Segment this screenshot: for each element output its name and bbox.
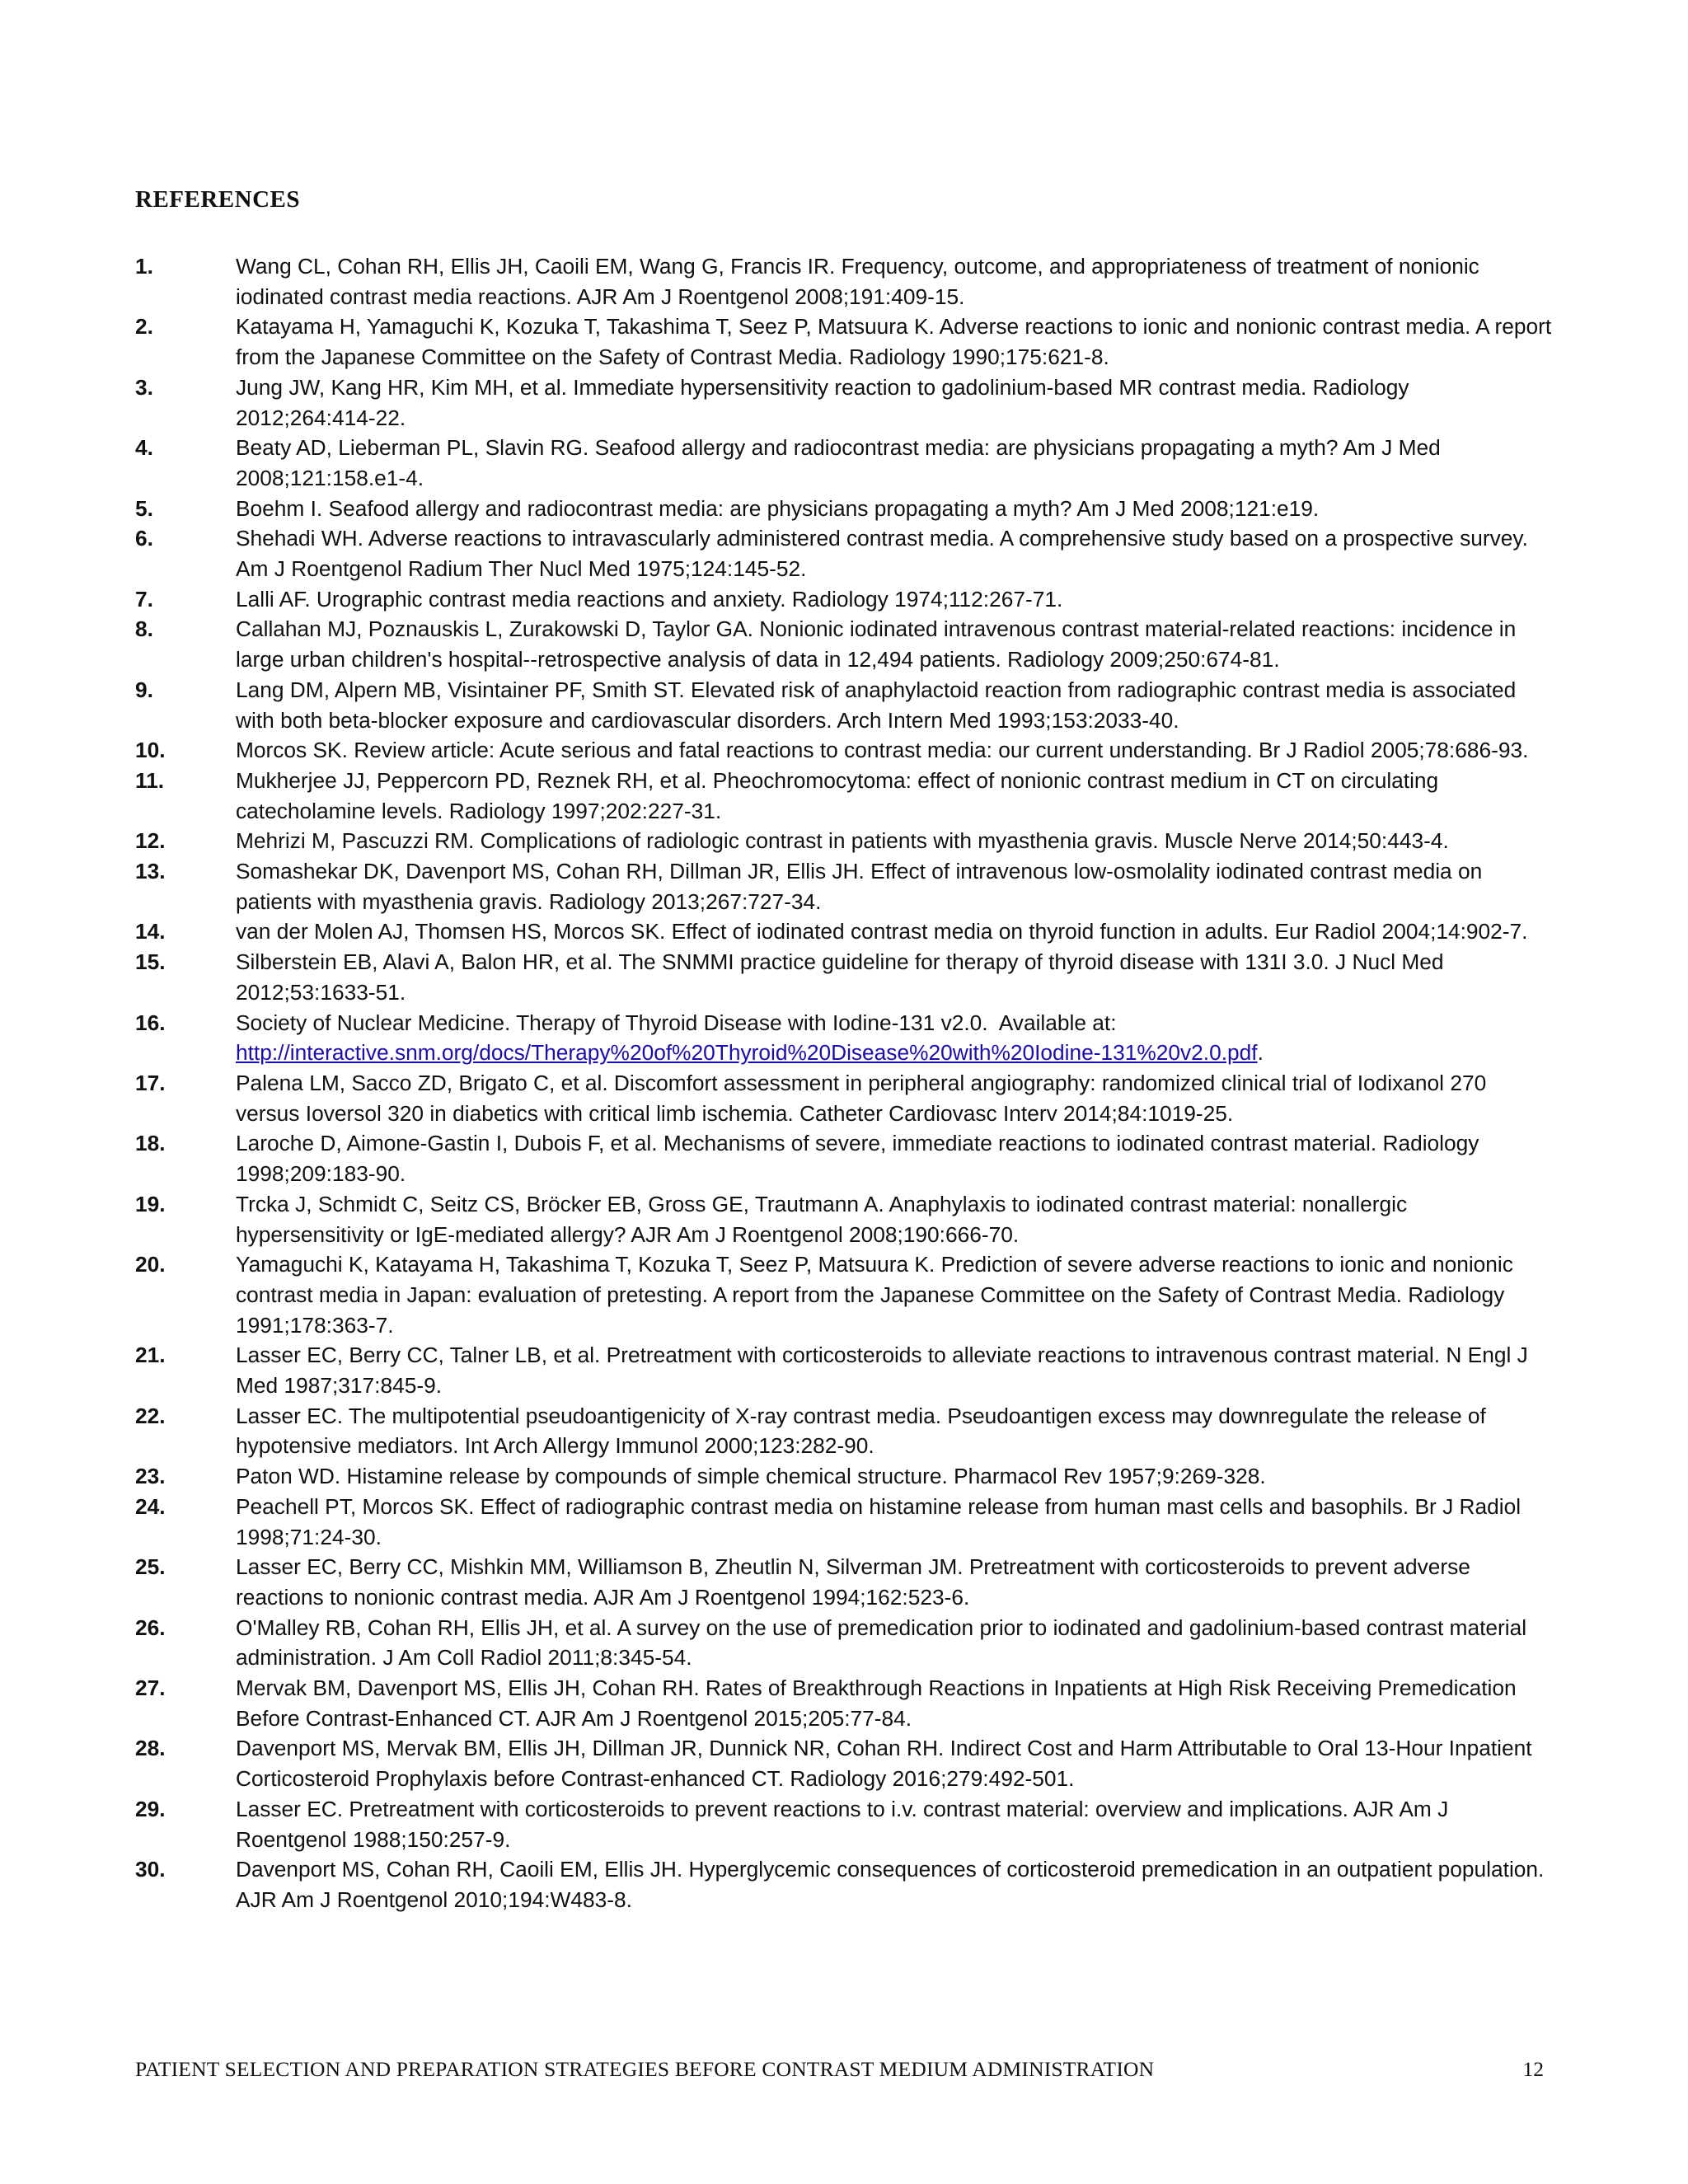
reference-item <box>135 1189 1553 1249</box>
reference-citation: Lasser EC. The multipotential pseudoantigenicity of X-ray contrast media. Pseudoantigen excess may downregulate the release of hypotensive mediators. Int Arch Allergy Immunol 2000;123:282-90. <box>236 1403 1493 1459</box>
reference-list <box>135 251 1558 1915</box>
reference-number: 14. <box>135 919 166 944</box>
page-number: 12 <box>1522 2057 1544 2081</box>
reference-item <box>135 1673 1553 1733</box>
reference-number: 30. <box>135 1857 166 1882</box>
reference-citation: Silberstein EB, Alavi A, Balon HR, et al. The SNMMI practice guideline for therapy of thyroid disease with 131I 3.0. J Nucl Med 2012;53:1633-51. <box>236 949 1450 1005</box>
reference-text <box>236 947 1553 1007</box>
reference-text <box>236 251 1553 312</box>
reference-item <box>135 584 1553 615</box>
reference-text <box>236 826 1553 856</box>
reference-text <box>236 1128 1553 1188</box>
references-heading: REFERENCES <box>135 186 300 213</box>
reference-citation: Lasser EC. Pretreatment with corticosteroids to prevent reactions to i.v. contrast material: overview and implications. AJR Am J Roentgenol 1988;150:257-9. <box>236 1796 1455 1852</box>
reference-citation: Lang DM, Alpern MB, Visintainer PF, Smith ST. Elevated risk of anaphylactoid reaction from radiographic contrast media is associated with both beta-blocker exposure and cardiovascular disorders. Arch Intern Med 1993;153:2033-40. <box>236 677 1522 733</box>
reference-link[interactable]: http://interactive.snm.org/docs/Therapy%20of%20Thyroid%20Disease%20with%20Iodine-131%20v2.0.pdf <box>236 1040 1258 1066</box>
reference-number: 13. <box>135 859 166 884</box>
reference-number: 9. <box>135 677 153 702</box>
reference-citation: Mukherjee JJ, Peppercorn PD, Reznek RH, et al. Pheochromocytoma: effect of nonionic contrast medium in CT on circulating catecholamine levels. Radiology 1997;202:227-31. <box>236 767 1445 823</box>
reference-citation: Lasser EC, Berry CC, Mishkin MM, Williamson B, Zheutlin N, Silverman JM. Pretreatment with corticosteroids to prevent adverse reactions to nonionic contrast media. AJR Am J Roentgenol 1994;162:523-6. <box>236 1554 1477 1610</box>
reference-item <box>135 735 1553 766</box>
reference-text <box>236 856 1553 916</box>
reference-text <box>236 373 1553 433</box>
reference-number: 4. <box>135 435 153 461</box>
reference-number: 15. <box>135 949 166 975</box>
reference-text <box>236 1552 1553 1612</box>
reference-number: 29. <box>135 1796 166 1821</box>
reference-text <box>236 735 1553 766</box>
reference-text <box>236 1854 1553 1915</box>
reference-number: 16. <box>135 1010 166 1035</box>
reference-text <box>236 1401 1553 1461</box>
reference-item <box>135 1613 1553 1673</box>
reference-citation: Mervak BM, Davenport MS, Ellis JH, Cohan RH. Rates of Breakthrough Reactions in Inpatients at High Risk Receiving Premedication Before Contrast-Enhanced CT. AJR Am J Roentgenol 2015;205:77-84. <box>236 1675 1522 1731</box>
reference-item <box>135 856 1553 916</box>
reference-number: 8. <box>135 616 153 642</box>
reference-item <box>135 1128 1553 1188</box>
reference-item <box>135 947 1553 1007</box>
reference-text <box>236 1613 1553 1673</box>
reference-item <box>135 1008 1553 1068</box>
reference-citation: Lasser EC, Berry CC, Talner LB, et al. Pretreatment with corticosteroids to alleviate reactions to intravenous contrast material. N Engl J Med 1987;317:845-9. <box>236 1343 1535 1399</box>
reference-number: 2. <box>135 314 153 340</box>
reference-text <box>236 916 1553 947</box>
reference-text <box>236 1249 1553 1340</box>
reference-citation: Jung JW, Kang HR, Kim MH, et al. Immediate hypersensitivity reaction to gadolinium-based MR contrast media. Radiology 2012;264:414-22. <box>236 374 1415 430</box>
reference-item <box>135 1794 1553 1854</box>
reference-number: 10. <box>135 738 166 763</box>
reference-item <box>135 1068 1553 1128</box>
reference-item <box>135 1249 1553 1340</box>
reference-citation: Lalli AF. Urographic contrast media reactions and anxiety. Radiology 1974;112:267-71. <box>236 586 1063 612</box>
reference-number: 7. <box>135 586 153 612</box>
reference-text <box>236 1733 1553 1793</box>
reference-item <box>135 1492 1553 1552</box>
reference-item <box>135 826 1553 856</box>
reference-citation: Wang CL, Cohan RH, Ellis JH, Caoili EM, Wang G, Francis IR. Frequency, outcome, and appropriateness of treatment of nonionic iodinated contrast media reactions. AJR Am J Roentgenol 2008;191:409-15. <box>236 254 1486 309</box>
reference-number: 17. <box>135 1070 166 1095</box>
reference-number: 20. <box>135 1252 166 1277</box>
reference-number: 23. <box>135 1464 166 1489</box>
footer-title: PATIENT SELECTION AND PREPARATION STRATEGIES BEFORE CONTRAST MEDIUM ADMINISTRATION <box>135 2057 1155 2081</box>
reference-citation: O'Malley RB, Cohan RH, Ellis JH, et al. A survey on the use of premedication prior to iodinated and gadolinium-based contrast material administration. J Am Coll Radiol 2011;8:345-54. <box>236 1615 1533 1671</box>
reference-citation: Davenport MS, Cohan RH, Caoili EM, Ellis JH. Hyperglycemic consequences of corticosteroid premedication in an outpatient population. AJR Am J Roentgenol 2010;194:W483-8. <box>236 1857 1550 1912</box>
reference-text <box>236 494 1553 524</box>
reference-number: 18. <box>135 1131 166 1156</box>
reference-citation: Mehrizi M, Pascuzzi RM. Complications of radiologic contrast in patients with myasthenia gravis. Muscle Nerve 2014;50:443-4. <box>236 828 1449 854</box>
reference-text <box>236 312 1558 372</box>
reference-text <box>236 1794 1553 1854</box>
reference-citation: Beaty AD, Lieberman PL, Slavin RG. Seafood allergy and radiocontrast media: are physicians propagating a myth? Am J Med 2008;121:158.e1-4. <box>236 435 1447 490</box>
reference-citation: Callahan MJ, Poznauskis L, Zurakowski D, Taylor GA. Nonionic iodinated intravenous contrast material-related reactions: incidence in large urban children's hospital--retrospective analysis of data in 12,494 patients. Radiology 2009;250:674-81. <box>236 616 1522 673</box>
reference-number: 12. <box>135 828 166 854</box>
reference-number: 6. <box>135 526 153 551</box>
reference-text <box>236 1461 1553 1492</box>
reference-item <box>135 766 1553 826</box>
reference-number: 28. <box>135 1736 166 1761</box>
reference-item <box>135 1733 1553 1793</box>
reference-item <box>135 675 1553 735</box>
reference-item <box>135 916 1553 947</box>
reference-item <box>135 251 1553 312</box>
reference-number: 19. <box>135 1191 166 1216</box>
reference-text <box>236 1673 1553 1733</box>
reference-item <box>135 373 1553 433</box>
reference-item <box>135 1461 1553 1492</box>
reference-citation: Boehm I. Seafood allergy and radiocontrast media: are physicians propagating a myth? Am J Med 2008;121:e19. <box>236 495 1320 521</box>
reference-trailing-punctuation: . <box>1257 1040 1264 1066</box>
reference-number: 25. <box>135 1554 166 1580</box>
reference-text <box>236 1068 1553 1128</box>
reference-number: 26. <box>135 1615 166 1640</box>
reference-number: 22. <box>135 1403 166 1428</box>
reference-text <box>236 1340 1553 1400</box>
reference-item <box>135 1340 1553 1400</box>
reference-text <box>236 614 1553 674</box>
reference-item <box>135 1552 1553 1612</box>
reference-citation: Society of Nuclear Medicine. Therapy of Thyroid Disease with Iodine-131 v2.0. Available at: <box>236 1010 1123 1035</box>
reference-item <box>135 494 1553 524</box>
reference-text <box>236 1492 1553 1552</box>
reference-text <box>236 766 1553 826</box>
reference-item <box>135 523 1553 583</box>
reference-citation: Davenport MS, Mervak BM, Ellis JH, Dillman JR, Dunnick NR, Cohan RH. Indirect Cost and Harm Attributable to Oral 13-Hour Inpatient Corticosteroid Prophylaxis before Contrast-enhanced CT. Radiology 2016;279:492-501. <box>236 1736 1538 1792</box>
reference-citation: Trcka J, Schmidt C, Seitz CS, Bröcker EB, Gross GE, Trautmann A. Anaphylaxis to iodinated contrast material: nonallergic hypersensitivity or IgE-mediated allergy? AJR Am J Roentgenol 2008;190:666-70. <box>236 1191 1414 1247</box>
reference-citation: Paton WD. Histamine release by compounds of simple chemical structure. Pharmacol Rev 1957;9:269-328. <box>236 1464 1266 1489</box>
reference-item <box>135 1401 1553 1461</box>
reference-citation: van der Molen AJ, Thomsen HS, Morcos SK. Effect of iodinated contrast media on thyroid function in adults. Eur Radiol 2004;14:902-7. <box>236 919 1528 944</box>
reference-text <box>236 433 1553 493</box>
reference-number: 1. <box>135 254 153 279</box>
reference-text <box>236 1008 1553 1068</box>
reference-text <box>236 523 1553 583</box>
reference-text <box>236 584 1553 615</box>
reference-number: 21. <box>135 1343 166 1368</box>
reference-number: 27. <box>135 1675 166 1701</box>
reference-citation: Shehadi WH. Adverse reactions to intravascularly administered contrast media. A comprehensive study based on a prospective survey. Am J Roentgenol Radium Ther Nucl Med 1975;124:145-52. <box>236 526 1533 582</box>
reference-item <box>135 1854 1553 1915</box>
reference-number: 11. <box>135 767 165 793</box>
reference-item <box>135 614 1553 674</box>
reference-number: 5. <box>135 495 153 521</box>
reference-citation: Palena LM, Sacco ZD, Brigato C, et al. Discomfort assessment in peripheral angiography: randomized clinical trial of Iodixanol 270 versus Ioversol 320 in diabetics with critical limb ischemia. Catheter Cardiovasc Interv 2014;84:1019-25. <box>236 1070 1493 1126</box>
reference-citation: Morcos SK. Review article: Acute serious and fatal reactions to contrast media: our current understanding. Br J Radiol 2005;78:686-93. <box>236 738 1529 763</box>
reference-number: 3. <box>135 374 153 400</box>
reference-citation: Katayama H, Yamaguchi K, Kozuka T, Takashima T, Seez P, Matsuura K. Adverse reactions to ionic and nonionic contrast media. A report from the Japanese Committee on the Safety of Contrast Media. Radiology 1990;175:621-8. <box>236 314 1558 370</box>
reference-citation: Yamaguchi K, Katayama H, Takashima T, Kozuka T, Seez P, Matsuura K. Prediction of severe adverse reactions to ionic and nonionic contrast media in Japan: evaluation of pretesting. A report from the Japanese Committee on the Safety of Contrast Media. Radiology 1991;178:363-7. <box>236 1252 1520 1338</box>
reference-item <box>135 312 1558 372</box>
reference-citation: Laroche D, Aimone-Gastin I, Dubois F, et al. Mechanisms of severe, immediate reactions to iodinated contrast material. Radiology 1998;209:183-90. <box>236 1131 1485 1187</box>
reference-text <box>236 1189 1553 1249</box>
reference-text <box>236 675 1553 735</box>
reference-citation: Somashekar DK, Davenport MS, Cohan RH, Dillman JR, Ellis JH. Effect of intravenous low-osmolality iodinated contrast media on patients with myasthenia gravis. Radiology 2013;267:727-34. <box>236 859 1489 914</box>
reference-number: 24. <box>135 1493 166 1519</box>
reference-citation: Peachell PT, Morcos SK. Effect of radiographic contrast media on histamine release from human mast cells and basophils. Br J Radiol 1998;71:24-30. <box>236 1493 1527 1549</box>
reference-item <box>135 433 1553 493</box>
